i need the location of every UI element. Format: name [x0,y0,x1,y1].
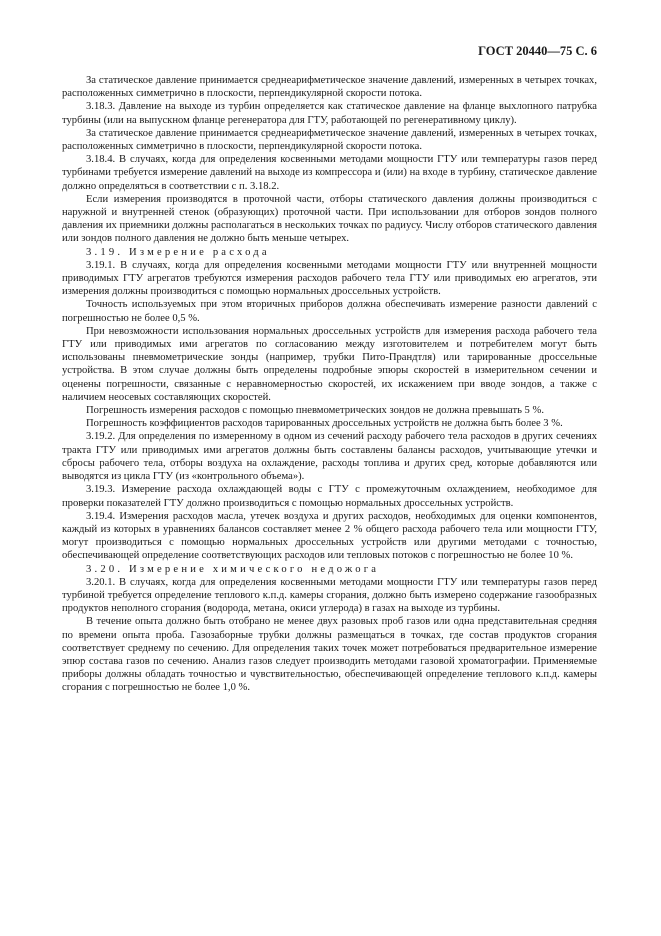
paragraph: 3.18.3. Давление на выходе из турбин определяется как статическое давление на фланце выхлопного патрубка турбины (или на выпускном фланце регенератора для ГТУ, работающей по регенеративному циклу). [62,101,597,126]
page-header: ГОСТ 20440—75 С. 6 [478,44,597,58]
paragraph: 3.19.4. Измерения расходов масла, утечек воздуха и других расходов, необходимых для оценки компонентов, каждый из которых в уравнениях балансов составляет менее 2 % общего расхода рабочего тела или мощности ГТУ, могут производиться с помощью нормальных дроссельных устройств или другими методами с точностью, обеспечивающей определение соответствующих расходов или тепловых потоков с погрешностью не более 10 %. [62,510,597,562]
paragraph: За статическое давление принимается среднеарифметическое значение давлений, измеренных в четырех точках, расположенных симметрично в плоскости, перпендикулярной скорости потока. [62,127,597,153]
paragraph: В течение опыта должно быть отобрано не менее двух разовых проб газов или одна представительная средняя по времени опыта проба. Газозаборные трубки должны размещаться в точках, где состав продуктов сгорания соответствует среднему по сечению. Для определения таких точек может потребоваться предварительное измерение эпюр состава газов по сечению. Анализ газов следует производить методами газовой хроматографии. Применяемые приборы должны обладать точностью и чувствительностью, обеспечивающей определение теплового к.п.д. камеры сгорания с погрешностью не более 1,0 %. [62,616,597,694]
document-page [62,42,597,695]
document-body [62,74,597,695]
paragraph: При невозможности использования нормальных дроссельных устройств для измерения расхода рабочего тела ГТУ или приводимых ими агрегатов по согласованию между изготовителем и потребителем могут быть использованы пневмометрические зонды (например, трубки Пито-Прандтля) или тарированные дроссельные устройства. В этом случае должны быть определены подробные эпюры скоростей в измерительном сечении и оценены погрешности, связанные с неравномерностью скоростей, их искажением при вводе зондов, а также с наличием неосевых составляющих скоростей. [62,325,597,403]
paragraph: Погрешность коэффициентов расходов тарированных дроссельных устройств не должна быть более 3 %. [86,418,563,430]
paragraph: 3.19.3. Измерение расхода охлаждающей воды с ГТУ с промежуточным охлаждением, необходимое для проверки показателей ГТУ должно производиться с помощью нормальных дроссельных устройств. [62,484,597,509]
paragraph: Если измерения производятся в проточной части, отборы статического давления должны производиться с наружной и внутренней стенок (образующих) проточной части. При использовании для отборов зондов полного давления их приемники должны располагаться в нескольких точках по радиусу. Числу отборов статического давления или зондов полного давления не должно быть меньше четырех. [62,193,597,245]
paragraph: 3.19.1. В случаях, когда для определения косвенными методами мощности ГТУ или внутренней мощности приводимых ГТУ агрегатов требуются измерения расходов рабочего тела ГТУ или приводимых ею агрегатов, эти измерения должны производиться с помощью нормальных дроссельных устройств. [62,259,597,298]
paragraph: 3.20.1. В случаях, когда для определения косвенными методами мощности ГТУ или температуры газов перед турбиной требуется определение теплового к.п.д. камеры сгорания, должно быть измерено содержание газообразных продуктов неполного сгорания (водорода, метана, окиси углерода) в газах на выходе из турбины. [62,576,597,615]
paragraph: Точность используемых при этом вторичных приборов должна обеспечивать измерение разности давлений с погрешностью не более 0,5 %. [62,299,597,324]
paragraph: Погрешность измерения расходов с помощью пневмометрических зондов не должна превышать 5 %. [86,405,544,417]
section-heading: 3.19. Измерение расхода [86,246,270,258]
section-heading: 3.20. Измерение химического недожога [86,563,380,575]
paragraph: За статическое давление принимается среднеарифметическое значение давлений, измеренных в четырех точках, расположенных симметрично в плоскости, перпендикулярной скорости потока. [62,75,597,100]
paragraph: 3.19.2. Для определения по измеренному в одном из сечений расходу рабочего тела расходов в других сечениях тракта ГТУ или приводимых ими агрегатов должны быть составлены балансы расходов, учитывающие утечки и сбросы рабочего тела, отборы воздуха на охлаждение, расходы топлива и других сред, которые добавляются или выводятся из цикла ГТУ (из «контрольного объема»). [62,431,597,483]
paragraph: 3.18.4. В случаях, когда для определения косвенными методами мощности ГТУ или температуры газов перед турбинами требуется измерение давлений на выходе из компрессора и (или) на входе в турбину, статическое давление должно определяться в соответствии с п. 3.18.2. [62,154,597,192]
